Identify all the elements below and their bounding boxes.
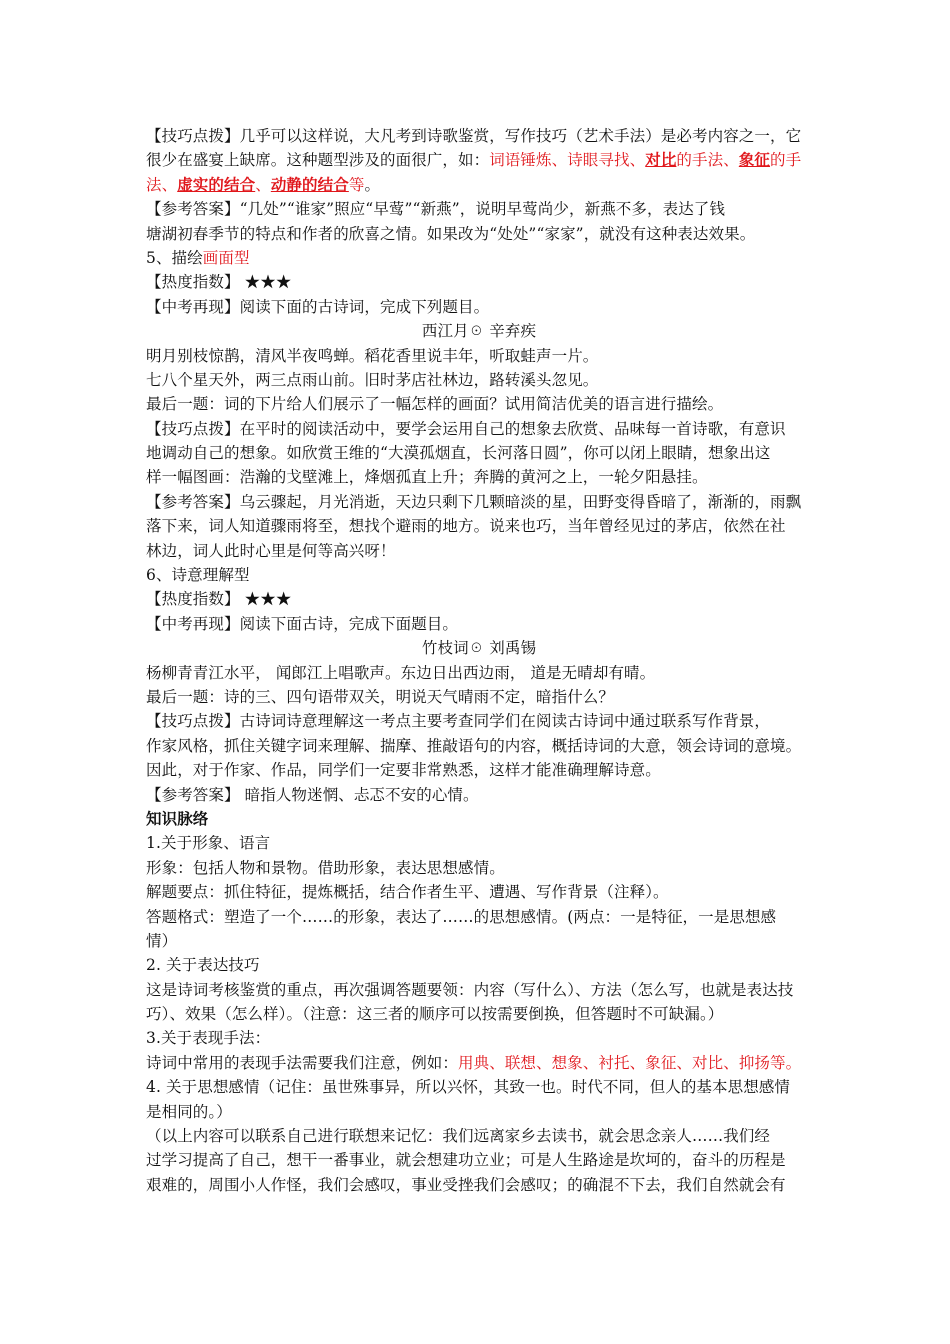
text-line (146, 441, 812, 465)
highlighted-text: 的手法、 (676, 151, 739, 170)
text-line (146, 563, 812, 587)
text-line (146, 709, 812, 733)
text-line (146, 758, 812, 782)
text-line (146, 734, 812, 758)
text-segment: 【技巧点拨】在平时的阅读活动中，要学会运用自己的想象去欣赏、品味每一首诗歌，有意识 (146, 419, 786, 438)
text-line (146, 270, 812, 294)
text-segment: 答题格式：塑造了一个……的形象，表达了……的思想感情。(两点：一是特征，一是思想感 (146, 907, 777, 926)
text-segment: 最后一题：诗的三、四句语带双关，明说天气晴雨不定，暗指什么？ (146, 687, 615, 706)
text-segment: 3.关于表现手法： (146, 1029, 271, 1048)
text-segment: 过学习提高了自己，想干一番事业，就会想建功立业；可是人生路途是坎坷的，奋斗的历程是 (146, 1151, 786, 1170)
text-segment: 【参考答案】乌云骤起，月光消逝，天边只剩下几颗暗淡的星，田野变得昏暗了，渐渐的，雨飘 (146, 492, 802, 511)
document-page (146, 124, 812, 1197)
text-line (146, 929, 812, 953)
text-segment: 诗词中常用的表现手法需要我们注意，例如： (146, 1053, 459, 1072)
text-line (146, 539, 812, 563)
text-line (146, 685, 812, 709)
text-segment: 西江月☉ 辛弃疾 (421, 322, 537, 341)
text-line (146, 124, 812, 148)
highlighted-text: 、 (255, 175, 271, 194)
text-line (146, 1100, 812, 1124)
text-line (146, 1051, 812, 1075)
text-line (146, 831, 812, 855)
highlighted-text: 知识脉络 (146, 808, 209, 828)
text-segment: 很少在盛宴上缺席。这种题型涉及的面很广，如： (146, 151, 490, 170)
text-line (146, 1026, 812, 1050)
text-line (146, 1075, 812, 1099)
text-segment: 【参考答案】 暗指人物迷惘、忐忑不安的心情。 (146, 785, 479, 804)
text-segment: 【中考再现】阅读下面古诗，完成下面题目。 (146, 614, 459, 633)
text-line (146, 514, 812, 538)
text-segment: 是相同的。） (146, 1102, 232, 1121)
text-line (146, 880, 812, 904)
text-line (146, 1173, 812, 1197)
highlighted-text: 等 (348, 175, 365, 194)
text-line (146, 978, 812, 1002)
text-segment: 艰难的，周围小人作怪，我们会感叹，事业受挫我们会感叹；的确混不下去，我们自然就会有 (146, 1175, 786, 1194)
text-segment: 落下来，词人知道骤雨将至，想找个避雨的地方。说来也巧，当年曾经见过的茅店，依然在社 (146, 517, 786, 536)
text-line (146, 612, 812, 636)
text-line (146, 856, 812, 880)
text-line (146, 807, 812, 831)
text-segment: （以上内容可以联系自己进行联想来记忆：我们远离家乡去读书，就会思念亲人……我们经 (146, 1127, 771, 1146)
text-line (146, 953, 812, 977)
text-segment: 形象：包括人物和景物。借助形象，表达思想感情。 (146, 858, 505, 877)
text-segment: 地调动自己的想象。如欣赏王维的“大漠孤烟直，长河落日圆”，你可以闭上眼睛，想象出这 (146, 444, 771, 463)
highlighted-text: 用典、联想、想象、衬托、象征、对比、抑扬等。 (458, 1053, 802, 1072)
text-segment: 塘湖初春季节的特点和作者的欣喜之情。如果改为“处处”“家家”，就没有这种表达效果。 (146, 224, 756, 243)
text-segment: 明月别枝惊鹊，清风半夜鸣蝉。稻花香里说丰年，听取蛙声一片。 (146, 346, 599, 365)
text-line (146, 661, 812, 685)
highlighted-text: 对比 (645, 150, 677, 170)
text-segment: 解题要点：抓住特征，提炼概括，结合作者生平、遭遇、写作背景（注释）。 (146, 883, 669, 902)
text-segment: 【技巧点拨】几乎可以这样说，大凡考到诗歌鉴赏，写作技巧（艺术手法）是必考内容之一，它 (146, 127, 802, 145)
text-line (146, 173, 812, 197)
text-segment: 因此，对于作家、作品，同学们一定要非常熟悉，这样才能准确理解诗意。 (146, 761, 661, 780)
text-line (146, 368, 812, 392)
text-segment: 2. 关于表达技巧 (146, 956, 260, 975)
text-line (146, 636, 812, 660)
text-segment: 【热度指数】 ★★★ (146, 590, 292, 609)
highlighted-text: 的手 (770, 151, 802, 170)
text-segment: 这是诗词考核鉴赏的重点，再次强调答题要领：内容（写什么）、方法（怎么写，也就是表达技 (146, 980, 794, 999)
text-line (146, 197, 812, 221)
text-line (146, 1002, 812, 1026)
highlighted-text: 象征 (738, 150, 771, 170)
text-line (146, 319, 812, 343)
text-segment: 【参考答案】“几处”“谁家”照应“早莺”“新燕”，说明早莺尚少，新燕不多，表达了钱 (146, 200, 725, 219)
text-segment: 【技巧点拨】古诗词诗意理解这一考点主要考查同学们在阅读古诗词中通过联系写作背景， (146, 712, 771, 731)
text-line (146, 587, 812, 611)
text-segment: 七八个星天外，两三点雨山前。旧时茅店社林边，路转溪头忽见。 (146, 370, 599, 389)
text-segment: 。 (364, 175, 381, 194)
text-segment: 最后一题：词的下片给人们展示了一幅怎样的画面？试用简洁优美的语言进行描绘。 (146, 395, 724, 414)
text-segment: 作家风格，抓住关键字词来理解、揣摩、推敲语句的内容，概括诗词的大意，领会诗词的意境。 (146, 736, 802, 755)
text-segment: 【中考再现】阅读下面的古诗词，完成下列题目。 (146, 297, 490, 316)
text-segment: 巧）、效果（怎么样）。（注意：这三者的顺序可以按需要倒换，但答题时不可缺漏。） (146, 1005, 724, 1024)
highlighted-text: 画面型 (202, 248, 250, 267)
text-line (146, 246, 812, 270)
text-segment: 林边，词人此时心里是何等高兴呀！ (146, 541, 396, 560)
text-line (146, 465, 812, 489)
text-segment: 情） (146, 931, 178, 950)
text-segment: 杨柳青青江水平， 闻郎江上唱歌声。东边日出西边雨， 道是无晴却有晴。 (146, 663, 656, 682)
text-line (146, 148, 812, 172)
text-line (146, 783, 812, 807)
text-line (146, 1124, 812, 1148)
highlighted-text: 虚实的结合 (177, 174, 256, 194)
text-segment: 4. 关于思想感情（记住：虽世殊事异，所以兴怀，其致一也。时代不同，但人的基本思想感情 (146, 1078, 791, 1097)
text-line (146, 417, 812, 441)
text-segment: 1.关于形象、语言 (146, 834, 271, 853)
highlighted-text: 法、 (146, 175, 178, 194)
text-line (146, 490, 812, 514)
text-line (146, 222, 812, 246)
text-segment: 【热度指数】 ★★★ (146, 273, 292, 292)
text-segment: 6、诗意理解型 (146, 566, 250, 585)
text-line (146, 344, 812, 368)
text-line (146, 1148, 812, 1172)
highlighted-text: 词语锤炼、诗眼寻找、 (489, 151, 646, 170)
text-segment: 竹枝词☉ 刘禹锡 (421, 639, 537, 658)
text-segment: 5、描绘 (146, 248, 203, 267)
text-line (146, 905, 812, 929)
text-line (146, 295, 812, 319)
text-line (146, 392, 812, 416)
text-segment: 样一幅图画：浩瀚的戈壁滩上，烽烟孤直上升；奔腾的黄河之上，一轮夕阳悬挂。 (146, 468, 708, 487)
highlighted-text: 动静的结合 (270, 174, 349, 194)
